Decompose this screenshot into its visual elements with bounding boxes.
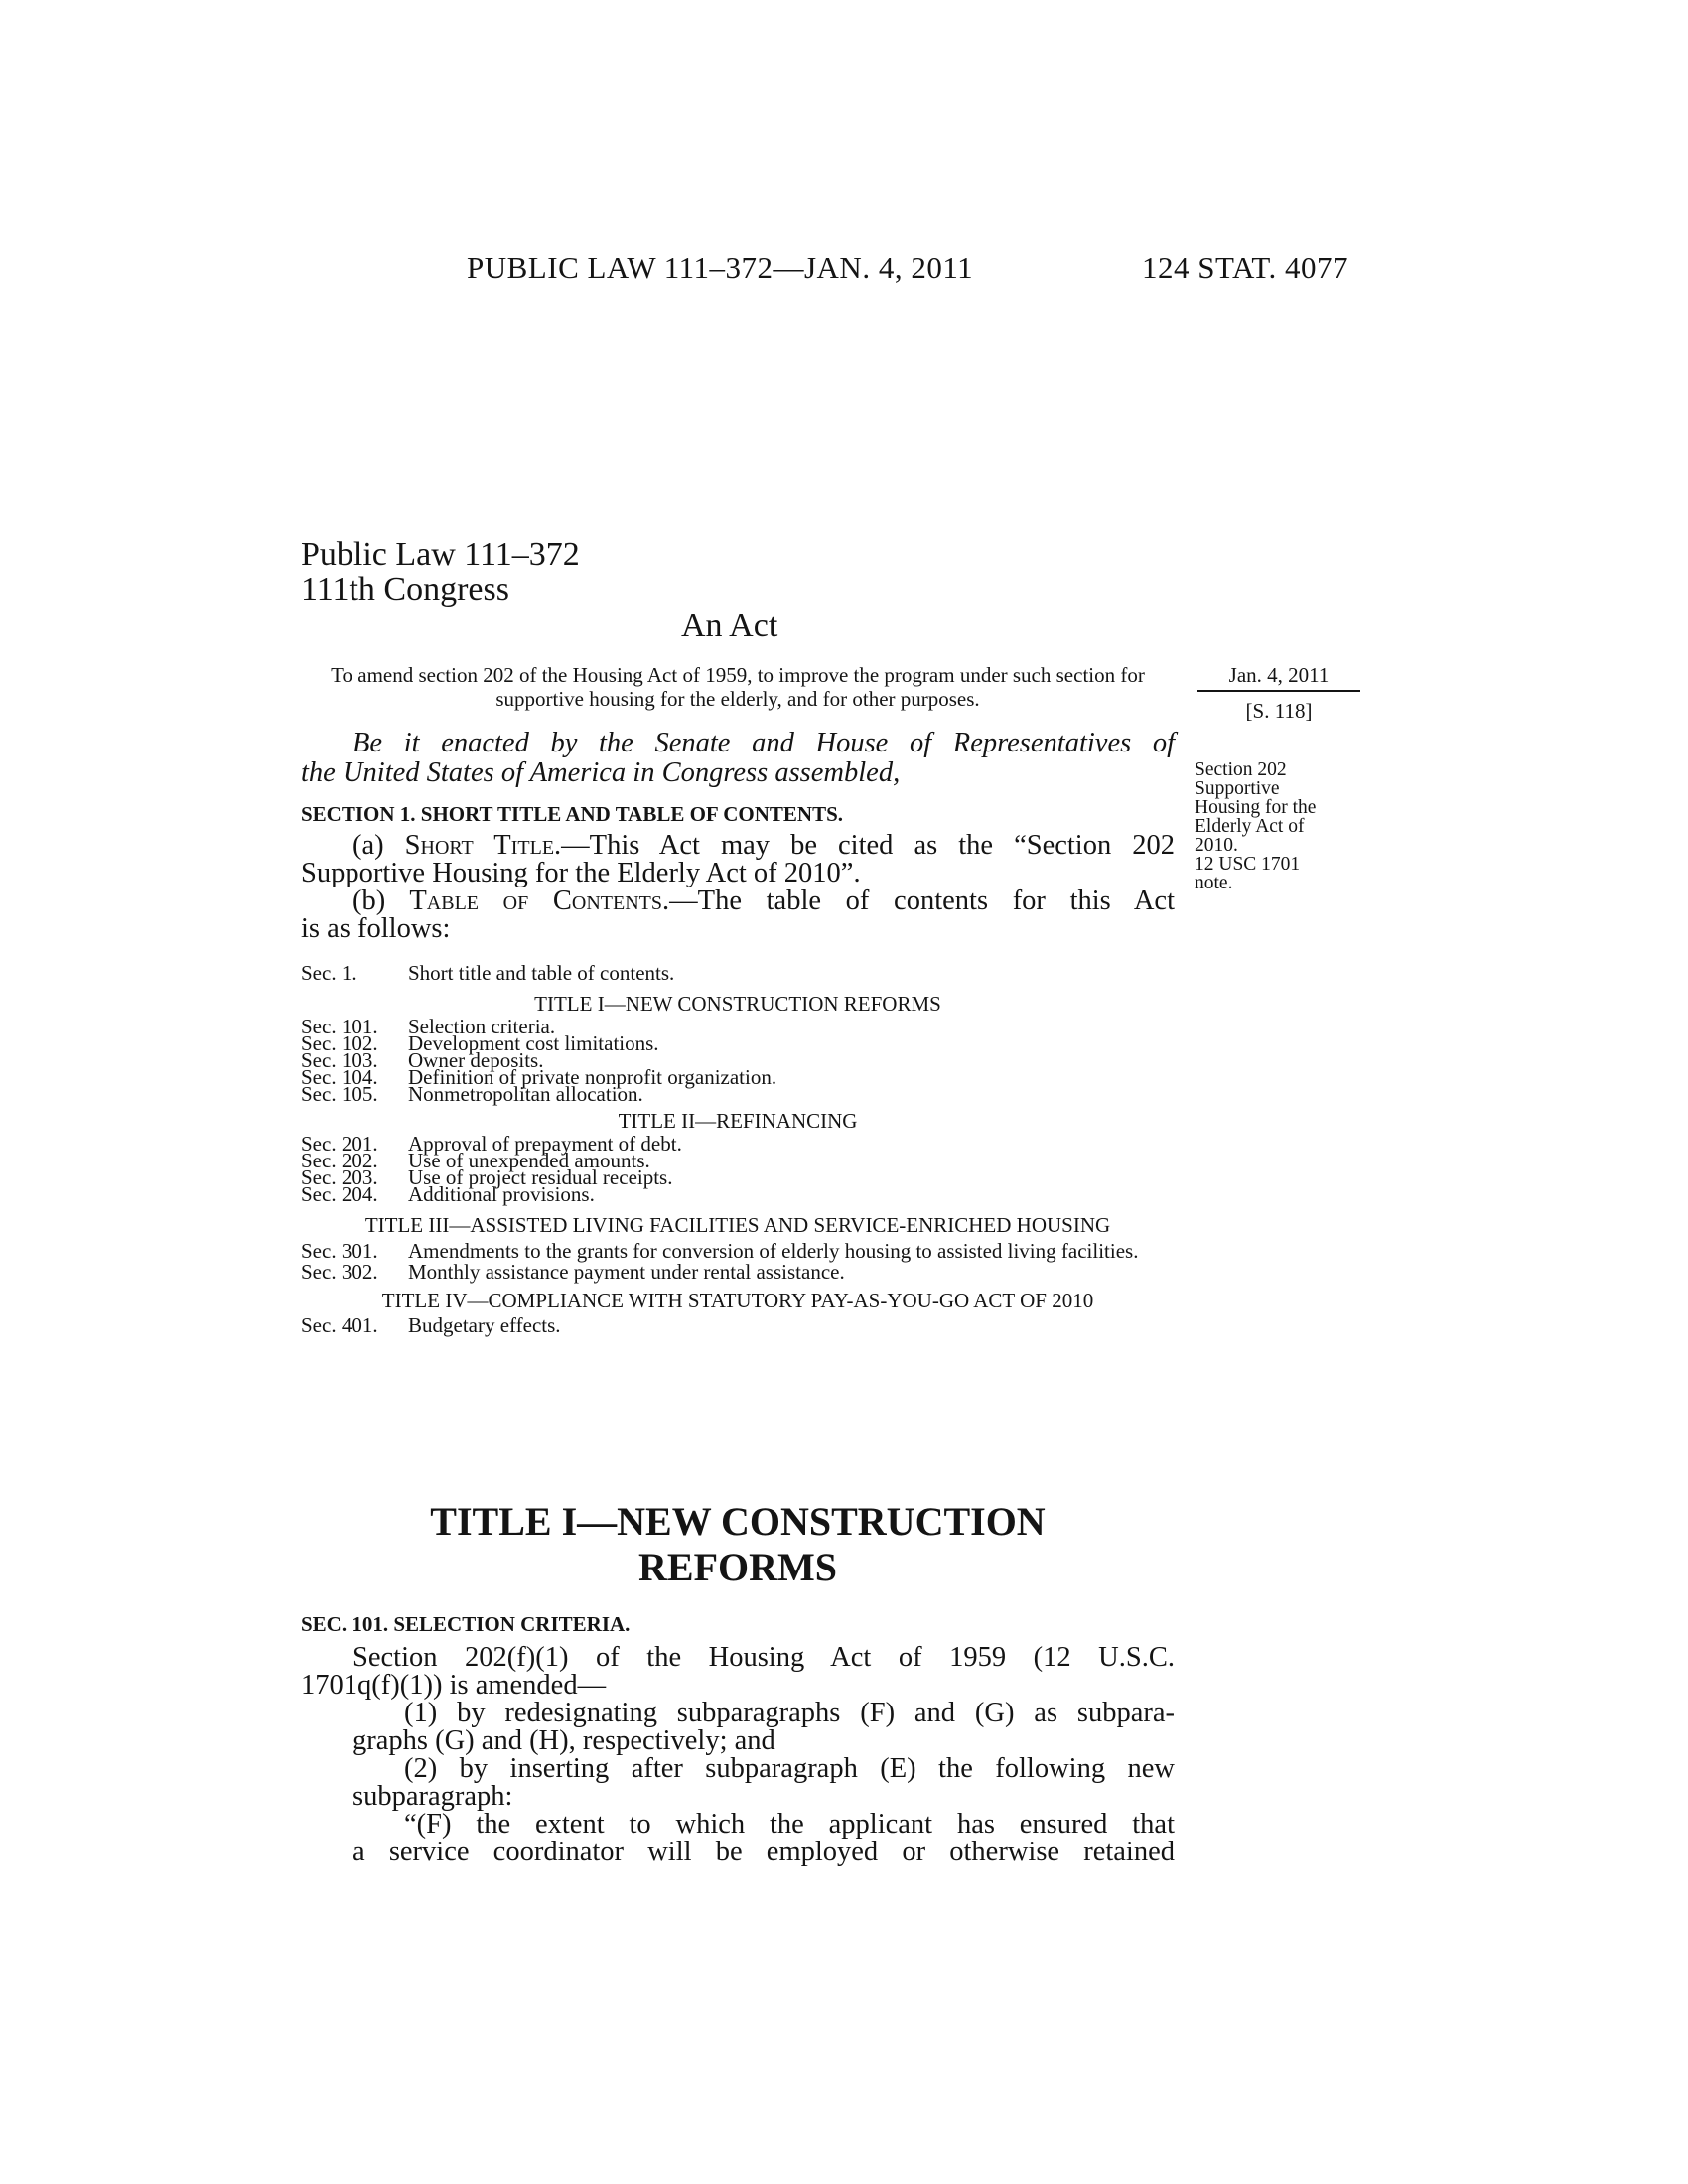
table-of-contents — [301, 961, 1175, 1337]
toc-item — [301, 1239, 1175, 1263]
toc-title-3: TITLE III—ASSISTED LIVING FACILITIES AND SERVICE-ENRICHED HOUSING — [364, 1213, 1111, 1237]
toc-item — [301, 1182, 1175, 1206]
toc-item-number: Sec. 401. — [301, 1313, 378, 1337]
sec101-para-2-line-2: subparagraph: — [352, 1781, 513, 1812]
congress: 111th Congress — [301, 571, 509, 608]
subsection-a — [301, 832, 1175, 887]
section-101-heading: SEC. 101. SELECTION CRITERIA. — [301, 1612, 631, 1636]
toc-item — [301, 1082, 1175, 1106]
toc-item — [301, 961, 1175, 985]
toc-item-number: Sec. 302. — [301, 1260, 378, 1284]
subsection-a-label-sc: hort — [420, 830, 474, 861]
margin-note-line: Section 202 — [1195, 759, 1287, 780]
subsection-b-label-sc: able of — [426, 886, 529, 916]
toc-item-number: Sec. 104. — [301, 1065, 378, 1089]
subsection-a-label: (a) S — [352, 830, 421, 861]
toc-item-text: Monthly assistance payment under rental assistance. — [408, 1260, 845, 1284]
toc-item — [301, 1260, 1175, 1284]
subsection-a-line-2: Supportive Housing for the Elderly Act of 2010”. — [301, 858, 861, 888]
sec101-para-1-line-2: graphs (G) and (H), respectively; and — [352, 1725, 775, 1756]
margin-bill-number: [S. 118] — [1245, 699, 1313, 723]
toc-item-number: Sec. 203. — [301, 1165, 378, 1189]
subsection-b — [301, 887, 1175, 943]
margin-note-line: Elderly Act of — [1195, 816, 1305, 837]
section-1-heading: SECTION 1. SHORT TITLE AND TABLE OF CONTENTS. — [301, 802, 844, 826]
margin-note-line: 12 USC 1701 — [1195, 854, 1301, 875]
toc-item-number: Sec. 101. — [301, 1015, 378, 1038]
toc-item-text: Short title and table of contents. — [408, 961, 675, 985]
sec101-quote-line-2: a service coordinator will be employed or otherwise retained — [352, 1837, 1175, 1867]
enacting-line-1: Be it enacted by the Senate and House of Representatives of — [352, 728, 1175, 758]
subsection-b-text: .—The table of contents for this Act — [662, 886, 1175, 916]
toc-item-number: Sec. 201. — [301, 1132, 378, 1156]
subsection-a-label-sc-2: itle — [510, 830, 555, 861]
toc-item-number: Sec. 102. — [301, 1031, 378, 1055]
toc-item-text: Definition of private nonprofit organization. — [408, 1065, 777, 1089]
toc-item-text: Approval of prepayment of debt. — [408, 1132, 682, 1156]
enacting-clause — [301, 729, 1175, 788]
title-1-heading — [301, 1499, 1175, 1590]
sec101-quote-line-1: “(F) the extent to which the applicant has ensured that — [404, 1809, 1175, 1840]
toc-item-text: Selection criteria. — [408, 1015, 556, 1038]
toc-item-number: Sec. 301. — [301, 1239, 378, 1263]
toc-item-number: Sec. 1. — [301, 961, 357, 985]
margin-note-line: Housing for the — [1195, 797, 1317, 818]
toc-title-4: TITLE IV—COMPLIANCE WITH STATUTORY PAY-AS-YOU-GO ACT OF 2010 — [381, 1289, 1094, 1312]
subsection-b-label: (b) T — [352, 886, 427, 916]
toc-item-number: Sec. 105. — [301, 1082, 378, 1106]
toc-item-text: Nonmetropolitan allocation. — [408, 1082, 643, 1106]
toc-item-number: Sec. 204. — [301, 1182, 378, 1206]
toc-title-1: TITLE I—NEW CONSTRUCTION REFORMS — [534, 992, 941, 1016]
title-1-heading-line-1: TITLE I—NEW CONSTRUCTION — [430, 1499, 1046, 1544]
an-act-title: An Act — [681, 608, 778, 644]
margin-date: Jan. 4, 2011 — [1197, 663, 1360, 692]
law-number: Public Law 111–372 — [301, 536, 580, 573]
sec101-para-2-line-1: (2) by inserting after subparagraph (E) the following new — [404, 1753, 1175, 1784]
enacting-line-2: the United States of America in Congress assembled, — [301, 757, 901, 788]
margin-note-line: 2010. — [1195, 835, 1238, 856]
margin-note-line: Supportive — [1195, 778, 1280, 799]
sec101-intro-line-1: Section 202(f)(1) of the Housing Act of 1959 (12 U.S.C. — [352, 1642, 1175, 1673]
statute-page-number: 124 STAT. 4077 — [1142, 250, 1349, 285]
margin-note — [1195, 760, 1373, 892]
toc-item-text: Use of project residual receipts. — [408, 1165, 673, 1189]
toc-item-number: Sec. 202. — [301, 1149, 378, 1172]
toc-item-text: Budgetary effects. — [408, 1313, 561, 1337]
sec101-intro-line-2: 1701q(f)(1)) is amended— — [301, 1670, 607, 1701]
purpose-statement: To amend section 202 of the Housing Act of 1959, to improve the program under such section for supportive housing for the elderly, and for other purposes. — [331, 663, 1145, 711]
toc-item — [301, 1313, 1175, 1337]
toc-item-text: Use of unexpended amounts. — [408, 1149, 650, 1172]
toc-item-text: Development cost limitations. — [408, 1031, 659, 1055]
subsection-b-label-sc-2: ontents — [571, 886, 663, 916]
sec101-para-1-line-1: (1) by redesignating subparagraphs (F) and (G) as subpara- — [404, 1698, 1175, 1728]
toc-title-2: TITLE II—REFINANCING — [618, 1109, 858, 1133]
toc-item-number: Sec. 103. — [301, 1048, 378, 1072]
margin-note-line: note. — [1195, 873, 1233, 893]
running-head: PUBLIC LAW 111–372—JAN. 4, 2011 — [467, 250, 974, 285]
subsection-a-text: .—This Act may be cited as the “Section 202 — [554, 830, 1175, 861]
toc-item-text: Amendments to the grants for conversion of elderly housing to assisted living facilities. — [408, 1239, 1139, 1263]
title-1-heading-line-2: REFORMS — [638, 1545, 837, 1589]
subsection-b-line-2: is as follows: — [301, 913, 451, 944]
toc-item-text: Additional provisions. — [408, 1182, 595, 1206]
toc-item-text: Owner deposits. — [408, 1048, 544, 1072]
subsection-a-label-2: T — [473, 830, 511, 861]
subsection-b-label-2: C — [528, 886, 572, 916]
